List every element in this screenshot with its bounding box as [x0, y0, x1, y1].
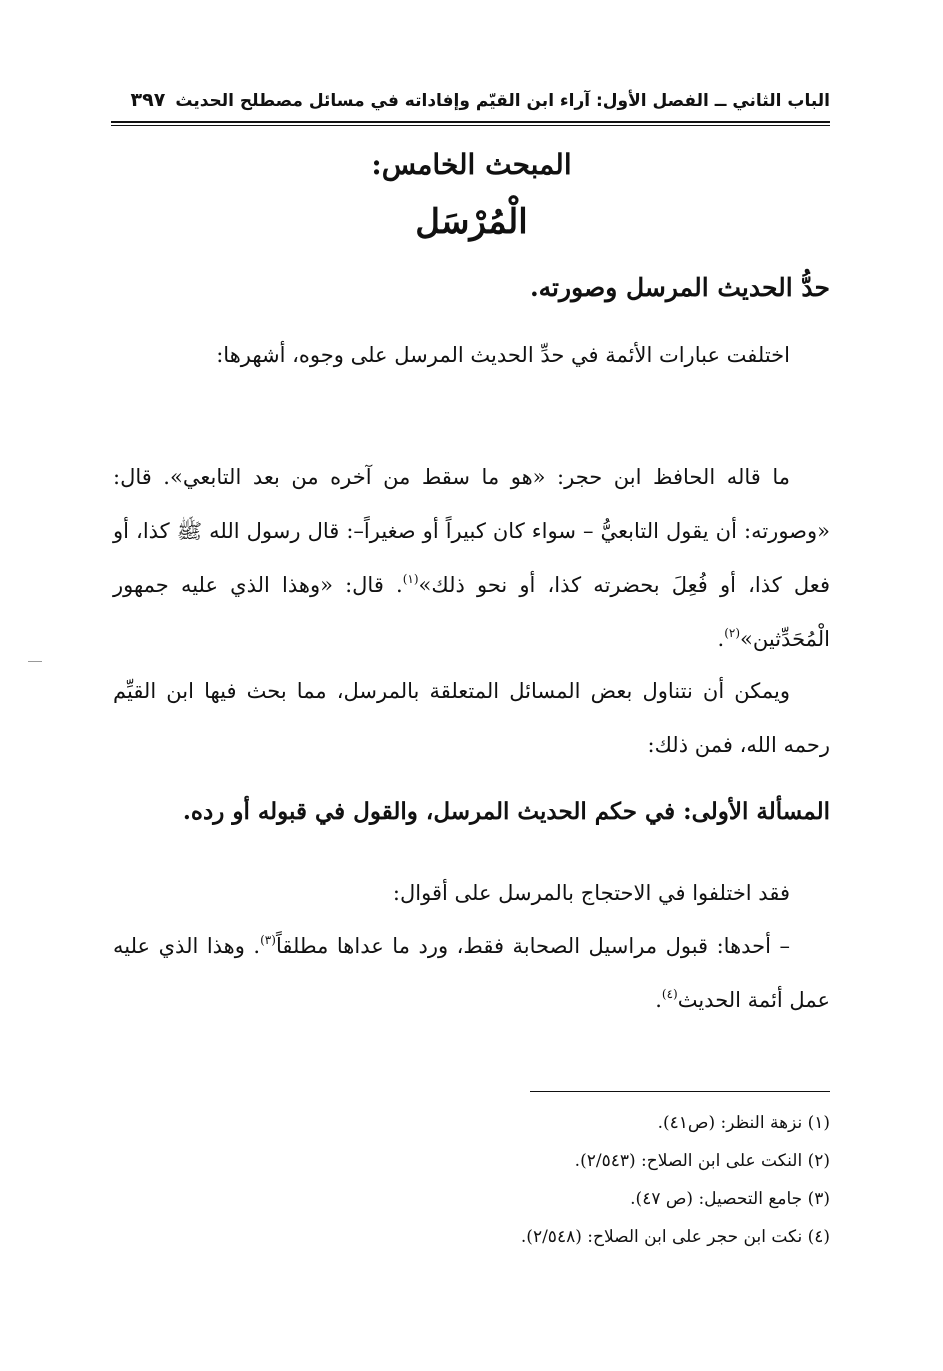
definition-subheading: حدُّ الحديث المرسل وصورته. — [529, 273, 830, 302]
paragraph-text: . قال: «وهذا الذي عليه جمهور الْمُحَدِّثين» — [113, 573, 830, 651]
paragraph-ibn-hajar-definition — [113, 450, 830, 666]
footnote-ref-2: (٢) — [724, 626, 741, 640]
footnote-3: (٣) جامع التحصيل: (ص ٤٧). — [630, 1189, 830, 1209]
scan-margin-mark — [28, 661, 42, 662]
issue-heading: المسألة الأولى: في حكم الحديث المرسل، والقول في قبوله أو رده. — [182, 798, 830, 825]
header-rule — [111, 121, 830, 123]
footnote-1: (١) نزهة النظر: (ص٤١). — [657, 1113, 830, 1133]
footnote-2: (٢) النكت على ابن الصلاح: (٢/٥٤٣). — [574, 1151, 830, 1171]
paragraph-text: . وهذا الذي عليه عمل أئمة الحديث — [113, 934, 830, 1012]
paragraph-opinions-intro: فقد اختلفوا في الاحتجاج بالمرسل على أقوال: — [392, 881, 790, 905]
paragraph-first-opinion — [113, 919, 830, 1027]
footnote-ref-4: (٤) — [661, 987, 678, 1001]
footnote-ref-1: (١) — [402, 572, 419, 586]
section-heading: المبحث الخامس: — [371, 148, 572, 181]
paragraph-end: . — [655, 988, 662, 1012]
paragraph-ibn-qayyim-issues: ويمكن أن نتناول بعض المسائل المتعلقة بالمرسل، مما بحث فيها ابن القيِّم رحمه الله، فمن ذلك: — [113, 679, 830, 757]
header-rule-thin — [111, 125, 830, 126]
page-number: ٣٩٧ — [130, 89, 166, 111]
paragraph-text: ما قاله الحافظ ابن حجر: «هو ما سقط من آخره من بعد التابعي». قال: «وصورته: أن يقول التابعيُّ – سواء كان كبيراً أو صغيراً–: قال رسول الله ﷺ كذا، أو فعل كذا، أو فُعِلَ بحضرته كذا، أو نحو ذلك» — [113, 465, 830, 597]
paragraph-text: – أحدها: قبول مراسيل الصحابة فقط، ورد ما عداها مطلقاً — [275, 934, 791, 958]
footnote-4: (٤) نكت ابن حجر على ابن الصلاح: (٢/٥٤٨). — [520, 1227, 830, 1247]
footnotes-list — [113, 1104, 830, 1256]
footnote-ref-3: (٣) — [260, 933, 276, 947]
paragraph-end: . — [717, 627, 725, 651]
running-header — [113, 86, 830, 115]
section-title: الْمُرْسَل — [415, 202, 528, 242]
running-title: الباب الثاني ــ الفصل الأول: آراء ابن القيّم وإفاداته في مسائل مصطلح الحديث — [175, 91, 830, 111]
paragraph-intro: اختلفت عبارات الأئمة في حدِّ الحديث المرسل على وجوه، أشهرها: — [216, 343, 790, 367]
footnote-separator — [530, 1091, 830, 1092]
